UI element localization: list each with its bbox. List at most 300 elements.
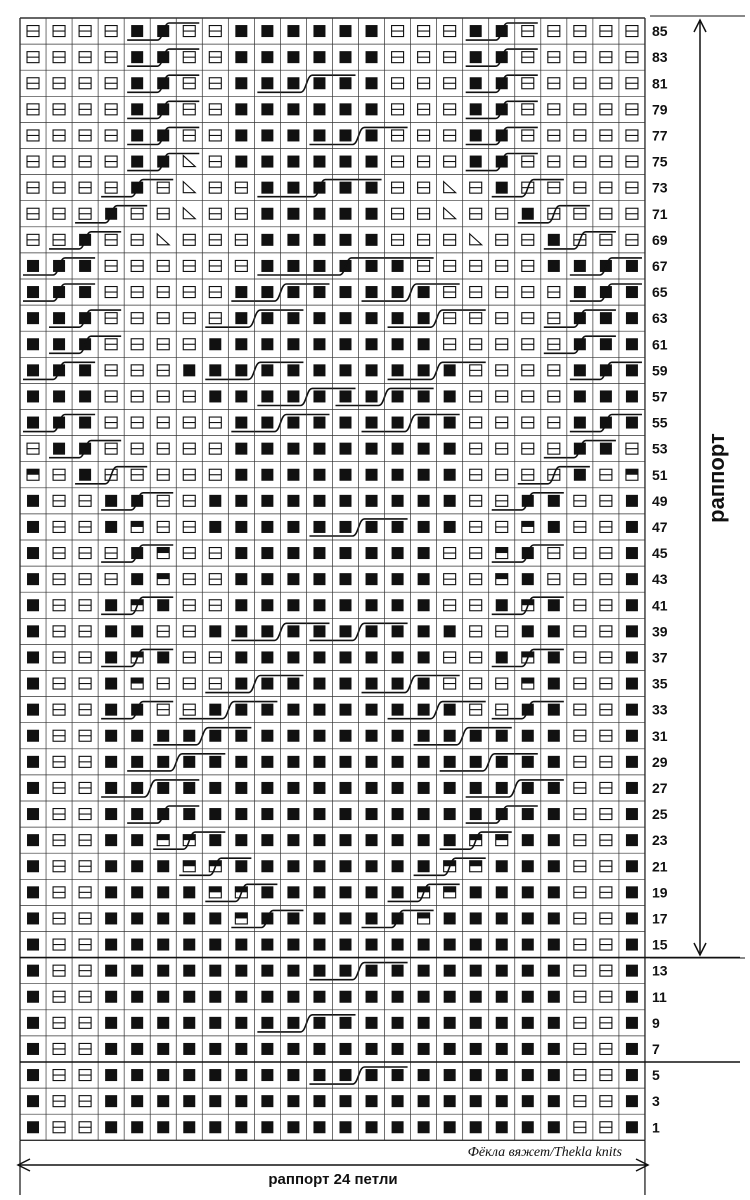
knit-stitch-symbol bbox=[261, 1095, 273, 1107]
knit-stitch-symbol bbox=[313, 469, 325, 481]
knit-stitch-symbol bbox=[522, 573, 534, 585]
knit-stitch-symbol bbox=[313, 521, 325, 533]
knit-stitch-symbol bbox=[261, 260, 273, 272]
knit-stitch-symbol bbox=[261, 469, 273, 481]
knit-stitch-symbol bbox=[313, 808, 325, 820]
knit-stitch-symbol bbox=[287, 834, 299, 846]
knit-stitch-symbol bbox=[261, 77, 273, 89]
knit-stitch-symbol bbox=[183, 730, 195, 742]
knit-stitch-symbol bbox=[27, 756, 39, 768]
knit-stitch-symbol bbox=[366, 965, 378, 977]
knit-stitch-symbol bbox=[522, 1069, 534, 1081]
knit-stitch-symbol bbox=[496, 965, 508, 977]
knit-stitch-symbol bbox=[235, 1069, 247, 1081]
knit-stitch-symbol bbox=[209, 1017, 221, 1029]
knit-stitch-symbol bbox=[574, 364, 586, 376]
knit-stitch-symbol bbox=[157, 1095, 169, 1107]
knit-stitch-symbol bbox=[287, 234, 299, 246]
knit-stitch-symbol bbox=[27, 1095, 39, 1107]
knit-stitch-symbol bbox=[470, 1095, 482, 1107]
knit-stitch-symbol bbox=[340, 651, 352, 663]
knit-stitch-symbol bbox=[340, 521, 352, 533]
knit-stitch-symbol bbox=[157, 991, 169, 1003]
knit-stitch-symbol bbox=[418, 782, 430, 794]
knit-stitch-symbol bbox=[548, 965, 560, 977]
knit-stitch-symbol bbox=[105, 886, 117, 898]
knit-stitch-symbol bbox=[522, 965, 534, 977]
knit-stitch-symbol bbox=[392, 782, 404, 794]
knit-stitch-symbol bbox=[183, 965, 195, 977]
row-number: 15 bbox=[652, 936, 668, 953]
knit-stitch-symbol bbox=[105, 1095, 117, 1107]
knit-stitch-symbol bbox=[366, 678, 378, 690]
knit-stitch-symbol bbox=[626, 1069, 638, 1081]
knit-stitch-symbol bbox=[340, 25, 352, 37]
knit-stitch-symbol bbox=[157, 886, 169, 898]
row-number: 53 bbox=[652, 440, 668, 457]
knit-stitch-symbol bbox=[444, 912, 456, 924]
knit-stitch-symbol bbox=[261, 1043, 273, 1055]
knit-stitch-symbol bbox=[235, 364, 247, 376]
knit-stitch-symbol bbox=[313, 1069, 325, 1081]
knit-stitch-symbol bbox=[600, 312, 612, 324]
knit-stitch-symbol bbox=[418, 469, 430, 481]
knit-stitch-symbol bbox=[157, 599, 169, 611]
knit-stitch-symbol bbox=[626, 338, 638, 350]
row-number: 1 bbox=[652, 1119, 660, 1136]
row-number: 55 bbox=[652, 414, 668, 431]
knit-stitch-symbol bbox=[522, 808, 534, 820]
row-number: 81 bbox=[652, 75, 668, 92]
knit-stitch-symbol bbox=[183, 364, 195, 376]
knit-stitch-symbol bbox=[366, 156, 378, 168]
knit-stitch-symbol bbox=[105, 756, 117, 768]
knit-stitch-symbol bbox=[287, 77, 299, 89]
knit-stitch-symbol bbox=[444, 1069, 456, 1081]
row-number: 13 bbox=[652, 962, 668, 979]
knit-stitch-symbol bbox=[522, 1121, 534, 1133]
knit-stitch-symbol bbox=[366, 312, 378, 324]
knit-stitch-symbol bbox=[183, 808, 195, 820]
knit-stitch-symbol bbox=[522, 834, 534, 846]
knit-stitch-symbol bbox=[79, 390, 91, 402]
knit-stitch-symbol bbox=[313, 704, 325, 716]
knit-stitch-symbol bbox=[27, 678, 39, 690]
knit-stitch-symbol bbox=[392, 834, 404, 846]
knit-stitch-symbol bbox=[418, 338, 430, 350]
knit-stitch-symbol bbox=[626, 756, 638, 768]
knit-stitch-symbol bbox=[470, 103, 482, 115]
knit-stitch-symbol bbox=[209, 364, 221, 376]
knit-stitch-symbol bbox=[183, 1121, 195, 1133]
knit-stitch-symbol bbox=[27, 1017, 39, 1029]
knit-stitch-symbol bbox=[261, 286, 273, 298]
row-number: 37 bbox=[652, 649, 668, 666]
knit-stitch-symbol bbox=[496, 599, 508, 611]
knit-stitch-symbol bbox=[340, 417, 352, 429]
row-numbers bbox=[652, 23, 668, 1135]
knit-stitch-symbol bbox=[27, 390, 39, 402]
knit-stitch-symbol bbox=[313, 417, 325, 429]
knit-stitch-symbol bbox=[496, 182, 508, 194]
knit-stitch-symbol bbox=[105, 782, 117, 794]
knit-stitch-symbol bbox=[626, 704, 638, 716]
knit-stitch-symbol bbox=[340, 704, 352, 716]
knit-stitch-symbol bbox=[470, 939, 482, 951]
knit-stitch-symbol bbox=[392, 547, 404, 559]
knit-stitch-symbol bbox=[209, 1043, 221, 1055]
knit-stitch-symbol bbox=[287, 156, 299, 168]
knit-stitch-symbol bbox=[470, 51, 482, 63]
row-number: 23 bbox=[652, 832, 668, 849]
knit-stitch-symbol bbox=[392, 678, 404, 690]
knit-stitch-symbol bbox=[79, 364, 91, 376]
knit-stitch-symbol bbox=[287, 678, 299, 690]
knit-stitch-symbol bbox=[418, 521, 430, 533]
knit-stitch-symbol bbox=[53, 390, 65, 402]
knit-stitch-symbol bbox=[366, 443, 378, 455]
knit-stitch-symbol bbox=[366, 390, 378, 402]
knit-stitch-symbol bbox=[392, 312, 404, 324]
knit-stitch-symbol bbox=[287, 260, 299, 272]
knit-stitch-symbol bbox=[183, 912, 195, 924]
knit-stitch-symbol bbox=[261, 234, 273, 246]
knit-stitch-symbol bbox=[470, 156, 482, 168]
knit-stitch-symbol bbox=[418, 808, 430, 820]
knit-stitch-symbol bbox=[496, 651, 508, 663]
knit-stitch-symbol bbox=[131, 1043, 143, 1055]
knit-stitch-symbol bbox=[392, 1095, 404, 1107]
knit-stitch-symbol bbox=[157, 1017, 169, 1029]
knit-stitch-symbol bbox=[261, 182, 273, 194]
knit-stitch-symbol bbox=[183, 1043, 195, 1055]
knit-stitch-symbol bbox=[574, 286, 586, 298]
knit-stitch-symbol bbox=[287, 51, 299, 63]
knit-stitch-symbol bbox=[287, 625, 299, 637]
row-number: 67 bbox=[652, 257, 668, 274]
knit-stitch-symbol bbox=[209, 756, 221, 768]
knit-stitch-symbol bbox=[366, 599, 378, 611]
knit-stitch-symbol bbox=[27, 1069, 39, 1081]
knit-stitch-symbol bbox=[105, 625, 117, 637]
knit-stitch-symbol bbox=[261, 364, 273, 376]
knit-stitch-symbol bbox=[626, 808, 638, 820]
knit-stitch-symbol bbox=[548, 1069, 560, 1081]
knit-stitch-symbol bbox=[444, 625, 456, 637]
knit-stitch-symbol bbox=[313, 286, 325, 298]
knit-stitch-symbol bbox=[340, 77, 352, 89]
knit-stitch-symbol bbox=[548, 678, 560, 690]
knit-stitch-symbol bbox=[548, 1121, 560, 1133]
knit-stitch-symbol bbox=[340, 443, 352, 455]
knit-stitch-symbol bbox=[313, 1095, 325, 1107]
knit-stitch-symbol bbox=[313, 443, 325, 455]
knit-stitch-symbol bbox=[183, 991, 195, 1003]
knit-stitch-symbol bbox=[340, 991, 352, 1003]
knit-stitch-symbol bbox=[27, 991, 39, 1003]
knit-stitch-symbol bbox=[287, 495, 299, 507]
row-number: 31 bbox=[652, 727, 668, 744]
knit-stitch-symbol bbox=[340, 234, 352, 246]
knit-stitch-symbol bbox=[105, 1017, 117, 1029]
knit-stitch-symbol bbox=[444, 390, 456, 402]
repeat-bottom-label: раппорт 24 петли bbox=[268, 1171, 398, 1188]
row-number: 5 bbox=[652, 1067, 660, 1084]
row-number: 57 bbox=[652, 388, 668, 405]
knit-stitch-symbol bbox=[27, 808, 39, 820]
knit-stitch-symbol bbox=[209, 939, 221, 951]
knit-stitch-symbol bbox=[574, 390, 586, 402]
knit-stitch-symbol bbox=[287, 286, 299, 298]
knit-stitch-symbol bbox=[287, 1069, 299, 1081]
knit-stitch-symbol bbox=[209, 782, 221, 794]
knit-stitch-symbol bbox=[287, 182, 299, 194]
knit-stitch-symbol bbox=[157, 1043, 169, 1055]
knit-stitch-symbol bbox=[27, 495, 39, 507]
knit-stitch-symbol bbox=[418, 625, 430, 637]
knit-stitch-symbol bbox=[418, 939, 430, 951]
knit-stitch-symbol bbox=[235, 834, 247, 846]
knit-stitch-symbol bbox=[235, 991, 247, 1003]
knit-stitch-symbol bbox=[418, 286, 430, 298]
knit-stitch-symbol bbox=[313, 991, 325, 1003]
knit-stitch-symbol bbox=[27, 860, 39, 872]
knit-stitch-symbol bbox=[418, 390, 430, 402]
knit-stitch-symbol bbox=[366, 260, 378, 272]
knit-stitch-symbol bbox=[287, 521, 299, 533]
knit-stitch-symbol bbox=[418, 651, 430, 663]
knit-stitch-symbol bbox=[444, 834, 456, 846]
knit-stitch-symbol bbox=[261, 208, 273, 220]
knit-stitch-symbol bbox=[366, 417, 378, 429]
knit-stitch-symbol bbox=[209, 704, 221, 716]
knit-stitch-symbol bbox=[131, 625, 143, 637]
knit-stitch-symbol bbox=[131, 808, 143, 820]
knit-stitch-symbol bbox=[235, 129, 247, 141]
knit-stitch-symbol bbox=[392, 521, 404, 533]
row-number: 83 bbox=[652, 49, 668, 66]
knit-stitch-symbol bbox=[366, 547, 378, 559]
knit-stitch-symbol bbox=[287, 1095, 299, 1107]
knit-stitch-symbol bbox=[366, 1017, 378, 1029]
knit-stitch-symbol bbox=[626, 286, 638, 298]
knit-stitch-symbol bbox=[313, 756, 325, 768]
knit-stitch-symbol bbox=[27, 417, 39, 429]
knit-stitch-symbol bbox=[287, 704, 299, 716]
knit-stitch-symbol bbox=[600, 443, 612, 455]
knit-stitch-symbol bbox=[287, 651, 299, 663]
knit-stitch-symbol bbox=[131, 103, 143, 115]
row-number: 59 bbox=[652, 362, 668, 379]
knit-stitch-symbol bbox=[626, 1095, 638, 1107]
knit-stitch-symbol bbox=[261, 390, 273, 402]
row-number: 71 bbox=[652, 205, 668, 222]
knit-stitch-symbol bbox=[105, 939, 117, 951]
knit-stitch-symbol bbox=[392, 756, 404, 768]
knit-stitch-symbol bbox=[313, 25, 325, 37]
knit-stitch-symbol bbox=[235, 156, 247, 168]
knit-stitch-symbol bbox=[626, 599, 638, 611]
knit-stitch-symbol bbox=[313, 234, 325, 246]
knit-stitch-symbol bbox=[444, 364, 456, 376]
knit-stitch-symbol bbox=[235, 860, 247, 872]
knit-stitch-symbol bbox=[366, 25, 378, 37]
knit-stitch-symbol bbox=[27, 651, 39, 663]
knit-stitch-symbol bbox=[418, 678, 430, 690]
knit-stitch-symbol bbox=[235, 390, 247, 402]
knit-stitch-symbol bbox=[27, 599, 39, 611]
knit-stitch-symbol bbox=[340, 860, 352, 872]
knit-stitch-symbol bbox=[131, 886, 143, 898]
knit-stitch-symbol bbox=[626, 860, 638, 872]
knit-stitch-symbol bbox=[392, 625, 404, 637]
row-number: 25 bbox=[652, 806, 668, 823]
knit-stitch-symbol bbox=[444, 704, 456, 716]
row-number: 49 bbox=[652, 492, 668, 509]
row-number: 19 bbox=[652, 884, 668, 901]
knit-stitch-symbol bbox=[27, 1121, 39, 1133]
knit-stitch-symbol bbox=[418, 991, 430, 1003]
row-number: 75 bbox=[652, 153, 668, 170]
knit-stitch-symbol bbox=[392, 495, 404, 507]
knit-stitch-symbol bbox=[522, 625, 534, 637]
row-number: 45 bbox=[652, 545, 668, 562]
knit-stitch-symbol bbox=[418, 834, 430, 846]
knit-stitch-symbol bbox=[235, 547, 247, 559]
knit-stitch-symbol bbox=[366, 1121, 378, 1133]
knit-stitch-symbol bbox=[470, 129, 482, 141]
knit-stitch-symbol bbox=[392, 286, 404, 298]
knit-stitch-symbol bbox=[261, 103, 273, 115]
knit-stitch-symbol bbox=[340, 573, 352, 585]
knit-stitch-symbol bbox=[313, 651, 325, 663]
knit-stitch-symbol bbox=[444, 521, 456, 533]
knit-stitch-symbol bbox=[366, 208, 378, 220]
knit-stitch-symbol bbox=[340, 364, 352, 376]
knit-stitch-symbol bbox=[548, 860, 560, 872]
knit-stitch-symbol bbox=[548, 756, 560, 768]
knit-stitch-symbol bbox=[626, 991, 638, 1003]
knit-stitch-symbol bbox=[235, 1017, 247, 1029]
knit-stitch-symbol bbox=[287, 103, 299, 115]
knit-stitch-symbol bbox=[548, 886, 560, 898]
knit-stitch-symbol bbox=[366, 834, 378, 846]
row-number: 33 bbox=[652, 701, 668, 718]
knit-stitch-symbol bbox=[366, 573, 378, 585]
knit-stitch-symbol bbox=[626, 782, 638, 794]
knit-stitch-symbol bbox=[340, 547, 352, 559]
knit-stitch-symbol bbox=[261, 782, 273, 794]
knit-stitch-symbol bbox=[470, 991, 482, 1003]
knit-stitch-symbol bbox=[366, 808, 378, 820]
knit-stitch-symbol bbox=[366, 651, 378, 663]
knit-stitch-symbol bbox=[235, 965, 247, 977]
knit-stitch-symbol bbox=[209, 495, 221, 507]
knit-stitch-symbol bbox=[27, 364, 39, 376]
knit-stitch-symbol bbox=[626, 260, 638, 272]
knit-stitch-symbol bbox=[626, 573, 638, 585]
knit-stitch-symbol bbox=[105, 834, 117, 846]
knit-stitch-symbol bbox=[157, 1121, 169, 1133]
knit-stitch-symbol bbox=[287, 1121, 299, 1133]
knit-stitch-symbol bbox=[496, 756, 508, 768]
knit-stitch-symbol bbox=[209, 834, 221, 846]
knit-stitch-symbol bbox=[418, 756, 430, 768]
knit-stitch-symbol bbox=[392, 1017, 404, 1029]
knit-stitch-symbol bbox=[157, 651, 169, 663]
knit-stitch-symbol bbox=[418, 547, 430, 559]
knit-stitch-symbol bbox=[287, 390, 299, 402]
row-number: 11 bbox=[652, 988, 667, 1005]
knit-stitch-symbol bbox=[287, 129, 299, 141]
knit-stitch-symbol bbox=[313, 965, 325, 977]
knit-stitch-symbol bbox=[53, 338, 65, 350]
knit-stitch-symbol bbox=[548, 912, 560, 924]
knit-stitch-symbol bbox=[340, 834, 352, 846]
knit-stitch-symbol bbox=[261, 1121, 273, 1133]
knit-stitch-symbol bbox=[444, 939, 456, 951]
knit-stitch-symbol bbox=[366, 704, 378, 716]
knit-stitch-symbol bbox=[313, 782, 325, 794]
knit-stitch-symbol bbox=[366, 364, 378, 376]
knit-stitch-symbol bbox=[235, 312, 247, 324]
knit-stitch-symbol bbox=[470, 1121, 482, 1133]
knit-stitch-symbol bbox=[105, 651, 117, 663]
knit-stitch-symbol bbox=[183, 782, 195, 794]
knit-stitch-symbol bbox=[261, 417, 273, 429]
knit-stitch-symbol bbox=[418, 1017, 430, 1029]
knit-stitch-symbol bbox=[418, 1043, 430, 1055]
knit-stitch-symbol bbox=[105, 991, 117, 1003]
knit-stitch-symbol bbox=[235, 338, 247, 350]
knit-stitch-symbol bbox=[418, 1121, 430, 1133]
knit-stitch-symbol bbox=[313, 77, 325, 89]
knit-stitch-symbol bbox=[313, 390, 325, 402]
knit-stitch-symbol bbox=[366, 469, 378, 481]
knit-stitch-symbol bbox=[496, 886, 508, 898]
knit-stitch-symbol bbox=[392, 939, 404, 951]
row-number: 79 bbox=[652, 101, 668, 118]
knit-stitch-symbol bbox=[131, 834, 143, 846]
knit-stitch-symbol bbox=[105, 1069, 117, 1081]
knit-stitch-symbol bbox=[157, 965, 169, 977]
knit-stitch-symbol bbox=[287, 808, 299, 820]
knit-stitch-symbol bbox=[261, 443, 273, 455]
knit-stitch-symbol bbox=[131, 756, 143, 768]
knit-stitch-symbol bbox=[105, 704, 117, 716]
knit-stitch-symbol bbox=[574, 469, 586, 481]
knit-stitch-symbol bbox=[27, 1043, 39, 1055]
row-number: 27 bbox=[652, 779, 668, 796]
knit-stitch-symbol bbox=[626, 912, 638, 924]
knit-stitch-symbol bbox=[27, 521, 39, 533]
knit-stitch-symbol bbox=[27, 730, 39, 742]
knit-stitch-symbol bbox=[313, 1017, 325, 1029]
knit-stitch-symbol bbox=[444, 1095, 456, 1107]
knit-stitch-symbol bbox=[157, 782, 169, 794]
knit-stitch-symbol bbox=[548, 1017, 560, 1029]
knit-stitch-symbol bbox=[287, 364, 299, 376]
knit-stitch-symbol bbox=[105, 730, 117, 742]
knit-stitch-symbol bbox=[235, 51, 247, 63]
knit-stitch-symbol bbox=[340, 1017, 352, 1029]
knit-stitch-symbol bbox=[105, 808, 117, 820]
knit-stitch-symbol bbox=[340, 1121, 352, 1133]
knit-stitch-symbol bbox=[261, 521, 273, 533]
row-number: 73 bbox=[652, 179, 668, 196]
knit-stitch-symbol bbox=[287, 782, 299, 794]
knit-stitch-symbol bbox=[496, 1017, 508, 1029]
